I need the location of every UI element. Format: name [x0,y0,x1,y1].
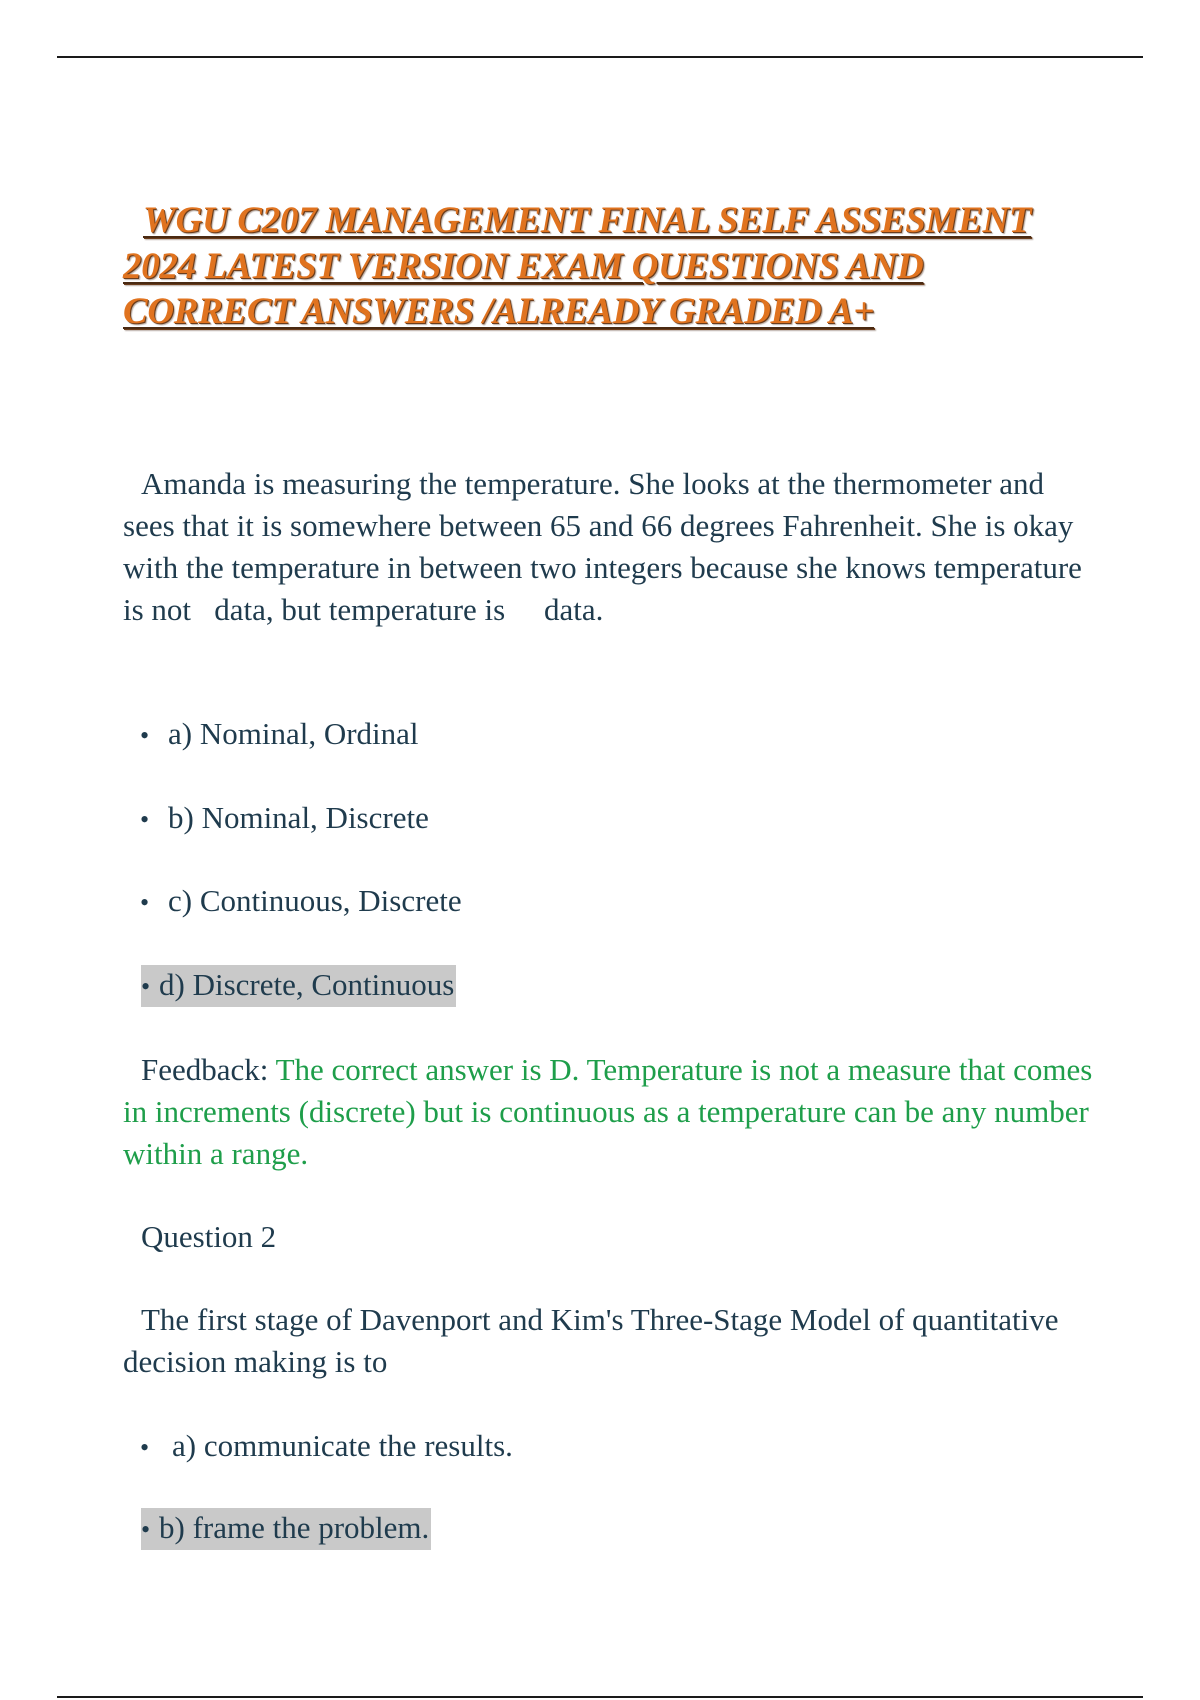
option-label: d) Discrete, Continuous [159,967,455,1002]
bullet-icon: • [140,1433,150,1462]
option-label: a) Nominal, Ordinal [168,716,419,751]
top-rule [57,56,1143,58]
feedback-text: The correct answer is D. Temperature is not a measure that comes in increments (discrete) but is continuous as a temperature can be any number within a range. [123,1052,1093,1171]
question-2-heading [123,1216,1103,1258]
question-2-text-content: The first stage of Davenport and Kim's Three-Stage Model of quantitative decision making is to [123,1302,1059,1379]
question-2-option-b-selected[interactable] [141,1508,431,1550]
question-1-option-c[interactable] [140,881,462,923]
question-1-text-content: Amanda is measuring the temperature. She looks at the thermometer and sees that it is somewhere between 65 and 66 degrees Fahrenheit. She is okay with the temperature in between two integers because she knows temperature is not data, but temperature is data. [123,466,1090,627]
bullet-icon: • [141,1515,151,1544]
question-2-text [123,1299,1103,1383]
question-1-option-d-selected[interactable] [141,965,456,1007]
option-label: b) Nominal, Discrete [168,800,429,835]
option-label: a) communicate the results. [172,1428,513,1463]
bullet-icon: • [141,972,151,1001]
question-2-option-a[interactable] [140,1426,513,1468]
document-title-text: WGU C207 MANAGEMENT FINAL SELF ASSESMENT 2024 LATEST VERSION EXAM QUESTIONS AND CORRECT ANSWERS /ALREADY GRADED A+ [123,200,1032,332]
question-2-heading-text: Question 2 [141,1219,277,1254]
option-label: c) Continuous, Discrete [168,883,462,918]
feedback-label: Feedback: [141,1052,276,1087]
bullet-icon: • [140,888,150,917]
question-1-option-b[interactable] [140,798,429,840]
bullet-icon: • [140,721,150,750]
question-1-text [123,463,1103,631]
bottom-rule [57,1696,1143,1698]
question-1-option-a[interactable] [140,714,419,756]
document-title [123,198,1083,335]
question-1-feedback [123,1049,1103,1175]
option-label: b) frame the problem. [159,1510,430,1545]
bullet-icon: • [140,805,150,834]
